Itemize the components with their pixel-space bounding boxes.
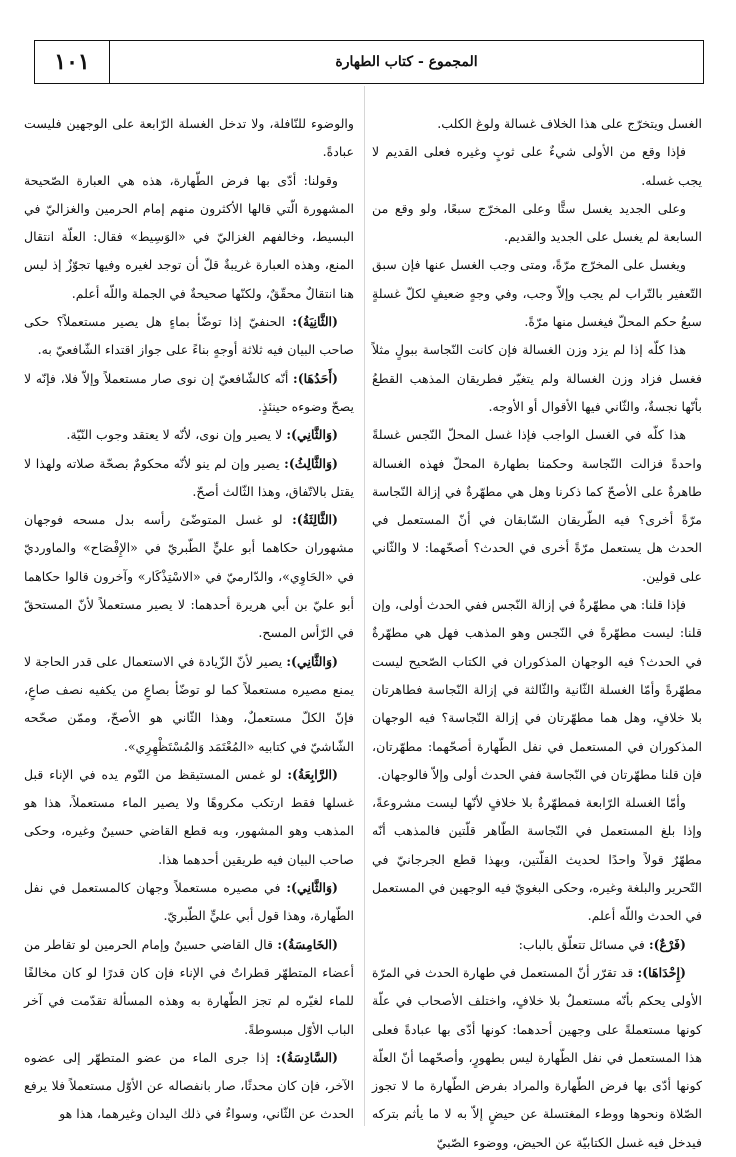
- paragraph-text: في مسائل تتعلّق بالباب:: [518, 936, 649, 952]
- paragraph-text: وقولنا: أدّى بها فرض الطّهارة، هذه هي العبارة الصّحيحة المشهورة الّتي قالها الأكثرون منهم إمام الحرمين والغزاليّ في البسيط، وخالفهم الغزاليّ في «الوَسِيط» فقال: العلّة انتقال المنع، وهذه العبارة غريبةٌ قلّ أن توجد لغيره وفيها تجوّزٌ إذ ليس هنا انتقالٌ محقّقٌ، ولكنّها صحيحةٌ في الجملة واللّه أعلم.: [24, 172, 354, 301]
- paragraph: [24, 308, 354, 365]
- section-heading: (إِحْدَاهَا):: [637, 964, 686, 980]
- paragraph-text: يصير وإن لم ينو لأنّه محكومٌ بصحّة صلاته ولهذا لا يقتل بالاتّفاق، وهذا الثّالث أصحّ.: [24, 455, 354, 499]
- page-number: ١٠١: [35, 41, 110, 83]
- paragraph: [372, 959, 702, 1157]
- paragraph: [24, 167, 354, 308]
- paragraph-text: إذا جرى الماء من عضو المتطهّر إلى عضوه الآخر، فإن كان محدثًا، صار بانفصاله عن الأوّل مستعملاً فلا يرفع الحدث عن الثّاني، وسواءٌ في ذلك اليدان وغيرهما، هذا هو: [24, 1049, 354, 1122]
- right-column: [372, 110, 702, 1150]
- paragraph-text: في مصيره مستعملاً وجهان كالمستعمل في نفل الطّهارة، وهذا قول أبي عليٍّ الطّبريّ.: [24, 880, 354, 924]
- paragraph-text: لو غسل المتوضّئ رأسه بدل مسحه فوجهان مشهوران حكاهما أبو عليٍّ الطّبريّ في «الإِفْصَاح» والماورديّ في «الحَاوِي»، والدّارميّ في «الاسْتِذْكَار» وآخرون قالوا حكاهما أبو عليّ بن أبي هريرة أحدهما: لا يصير مستعملاً لأنّ المستحقّ في الرّأس المسح.: [24, 512, 354, 641]
- paragraph: [372, 336, 702, 421]
- section-heading: (الثَّانِيَةُ):: [292, 314, 338, 330]
- paragraph: [24, 110, 354, 167]
- paragraph-text: يصير لأنّ الزّيادة في الاستعمال على قدر الحاجة لا يمنع مصيره مستعملاً كما لو توضّأ بصاعٍ من يكفيه نصف صاعٍ، فإنّ الكلّ مستعملٌ، وهذا الثّاني هو الأصحّ، وممّن صحّحه الشّاشيّ في كتابيه «المُعْتَمَد وَالمُسْتَظْهِرِي».: [24, 653, 354, 754]
- paragraph: [372, 789, 702, 930]
- section-heading: (وَالثَّانِي):: [286, 427, 338, 443]
- section-heading: (وَالثَّانِي):: [286, 653, 338, 669]
- running-title: المجموع - كتاب الطهارة: [335, 54, 478, 70]
- paragraph: [24, 874, 354, 931]
- paragraph: [372, 931, 702, 959]
- left-column: [24, 110, 354, 1120]
- paragraph-text: فإذا قلنا: هي مطهّرةٌ في إزالة النّجس ففي الحدث أولى، وإن قلنا: ليست مطهّرةً في النّجس وهو المذهب فهل هي مطهّرةٌ في الحدث؟ فيه الوجهان المذكوران في الكتاب الصّحيح ليست مطهّرةً وأمّا الغسلة الثّانية والثّالثة في إزالة النّجاسة فطاهرتان بلا خلافٍ، وهل هما مطهّرتان في إزالة النّجاسة؟ فيه الوجهان المذكوران في المستعمل في نفل الطّهارة أصحّهما: مطهّرتان، فإن قلنا مطهّرتان في النّجاسة ففي الحدث أولى وإلاّ فالوجهان.: [372, 597, 702, 782]
- paragraph: [24, 761, 354, 874]
- paragraph: [372, 421, 702, 591]
- paragraph: [24, 506, 354, 647]
- paragraph-text: لو غمس المستيقظ من النّوم يده في الإناء قبل غسلها فقط ارتكب مكروهًا ولا يصير الماء مستعملاً، هذا هو المذهب وهو المشهور، وبه قطع القاضي حسينٌ وغيره، وحكى صاحب البيان فيه طريقين أحدهما هذا.: [24, 766, 354, 867]
- paragraph: [24, 365, 354, 422]
- paragraph-text: لا يصير وإن نوى، لأنّه لا يعتقد وجوب النّيّة.: [66, 427, 287, 443]
- section-heading: (وَالثَّالِثُ):: [284, 455, 338, 471]
- paragraph-text: هذا كلّه في الغسل الواجب فإذا غسل المحلّ النّجس غسلةً واحدةً فزالت النّجاسة وحكمنا بطهارة المحلّ فهذه الغسالة طاهرةٌ على الأصحّ كما ذكرنا وهل هي مطهّرةٌ في إزالة النّجاسة مرّةً أخرى؟ فيه الطّريقان السّابقان في أنّ المستعمل في الحدث هل يستعمل مرّةً أخرى في الحدث؟ أصحّهما: لا والثّاني على قولين.: [372, 427, 702, 584]
- paragraph: [372, 251, 702, 336]
- paragraph: [372, 195, 702, 252]
- section-heading: (الثَّالِثَةُ):: [292, 512, 338, 528]
- paragraph-text: فإذا وقع من الأولى شيءٌ على ثوبٍ وغيره فعلى القديم لا يجب غسله.: [372, 144, 702, 188]
- paragraph: [24, 931, 354, 1044]
- section-heading: (الرَّابِعَةُ):: [287, 766, 338, 782]
- paragraph-text: والوضوء للنّافلة، ولا تدخل الغسلة الرّابعة على الوجهين فليست عبادةً.: [24, 116, 354, 160]
- paragraph-text: الغسل ويتخرّج على هذا الخلاف غسالة ولوغ الكلب.: [437, 116, 702, 131]
- page-header: [34, 40, 704, 84]
- paragraph: [24, 450, 354, 507]
- paragraph-text: ويغسل على المخرّج مرّةً، ومتى وجب الغسل عنها فإن سبق التّعفير بالتّراب لم يجب وإلاّ وجب، وفي وجهٍ ضعيفٍ لكلّ غسلةٍ سبعُ حكم المحلّ فيغسل منها مرّةً.: [372, 257, 702, 330]
- paragraph-text: قال القاضي حسينٌ وإمام الحرمين لو تقاطر من أعضاء المتطهّر قطراتٌ في الإناء فإن كان قدرًا لو كان مخالفًا للماء لغيّره لم تجز الطّهارة به وهذه المسألة تقدّمت في آخر الباب الأوّل مبسوطةً.: [24, 936, 354, 1037]
- paragraph-text: وأمّا الغسلة الرّابعة فمطهّرةٌ بلا خلافٍ لأنّها ليست مشروعةً، وإذا بلغ المستعمل في النّجاسة الطّاهر قلّتين فالمذهب أنّه مطهّرٌ قولاً واحدًا لحديث القلّتين، وبهذا قطع الجرجانيّ في التّحرير والبلغة وغيره، وحكى البغويّ فيه الوجهين في المستعمل في الحدث واللّه أعلم.: [372, 795, 702, 924]
- section-heading: (أَحَدُهَا):: [293, 370, 338, 386]
- paragraph: [372, 591, 702, 789]
- section-heading: (الخَامِسَةُ):: [277, 936, 338, 952]
- column-divider: [364, 86, 365, 1126]
- paragraph: [372, 138, 702, 195]
- paragraph-text: الحنفيّ إذا توضّأ بماءٍ هل يصير مستعملاً؟ حكى صاحب البيان فيه ثلاثة أوجهٍ بناءً على جواز اقتداء الشّافعيّ به.: [24, 314, 354, 358]
- paragraph: [24, 648, 354, 761]
- paragraph-text: قد تقرّر أنّ المستعمل في طهارة الحدث في المرّة الأولى يحكم بأنّه مستعملٌ بلا خلافٍ، واختلف الأصحاب في علّة كونها مستعملةً على وجهين أحدهما: كونها أدّى بها عبادةً فعلى هذا المستعمل في نفل الطّهارة ليس بطهورٍ، وأصحّهما أنّ العلّة كونها أدّى بها فرض الطّهارة والمراد بفرض الطّهارة ما لا تجوز الصّلاة ونحوها ووطء المغتسلة عن حيضٍ إلاّ به لا ما يأثم بتركه فيدخل فيه غسل الكتابيّة عن الحيض، ووضوء الصّبيّ: [372, 964, 702, 1150]
- paragraph: [24, 421, 354, 449]
- section-heading: (السَّادِسَةُ):: [276, 1049, 338, 1065]
- paragraph-text: هذا كلّه إذا لم يزد وزن الغسالة فإن كانت النّجاسة ببولٍ مثلاً فغسل فزاد وزن الغسالة ولم يتغيّر فطريقان المذهب القطعُ بأنّها نجسةٌ، والثّاني فيها الأقوال أو الأوجه.: [372, 342, 702, 414]
- section-heading: (وَالثَّانِي):: [286, 880, 338, 896]
- paragraph: [24, 1044, 354, 1129]
- section-heading: (فَرْعٌ):: [648, 936, 686, 952]
- paragraph: [372, 110, 702, 138]
- paragraph-text: وعلى الجديد يغسل ستًّا وعلى المخرّج سبعًا، ولو وقع من السابعة لم يغسل على الجديد والقديم.: [372, 200, 702, 245]
- paragraph-text: أنّه كالشّافعيّ إن نوى صار مستعملاً وإلاّ فلا، فإنّه لا يصحّ وضوءه حينئذٍ.: [24, 370, 354, 414]
